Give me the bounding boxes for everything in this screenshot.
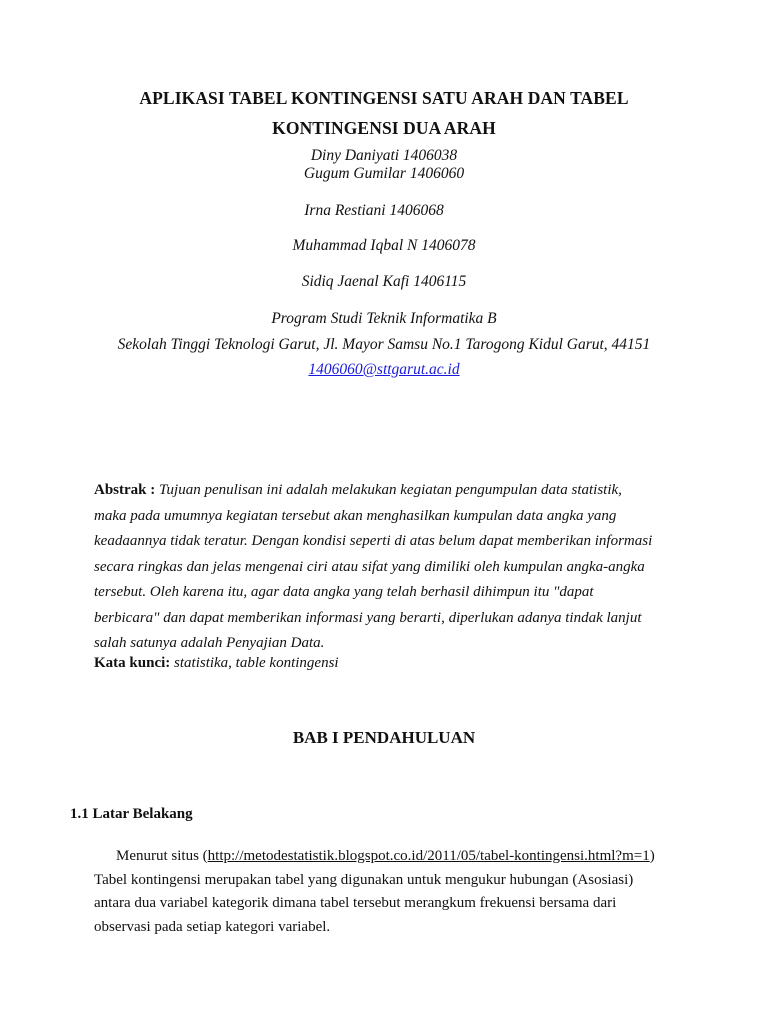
abstract-line: berbicara" dan dapat memberikan informasi yang berarti, diperlukan adanya tindak lanjut — [94, 609, 642, 626]
email-link[interactable]: 1406060@sttgarut.ac.id — [308, 361, 460, 378]
abstract-line: maka pada umumnya kegiatan tersebut akan menghasilkan kumpulan data angka yang — [94, 507, 617, 524]
author-3: Irna Restiani 1406068 — [304, 202, 444, 219]
para-close: ) — [649, 848, 655, 864]
abstract-label: Abstrak : — [94, 482, 156, 498]
abstract-line: Tujuan penulisan ini adalah melakukan kegiatan pengumpulan data statistik, — [159, 482, 622, 498]
body-line: antara dua variabel kategorik dimana tabel tersebut merangkum frekuensi bersama dari — [94, 895, 617, 911]
author-email[interactable] — [0, 361, 768, 379]
chapter-heading: BAB I PENDAHULUAN — [292, 728, 476, 747]
body-paragraph — [94, 845, 674, 939]
abstract-line: tersebut. Oleh karena itu, agar data angka yang telah berhasil dihimpun itu "dapat — [94, 584, 594, 600]
para-intro: Menurut situs ( — [116, 848, 208, 864]
section-heading: 1.1 Latar Belakang — [70, 806, 193, 822]
body-line: Tabel kontingensi merupakan tabel yang digunakan untuk mengukur hubungan (Asosiasi) — [94, 871, 634, 888]
abstract-block — [94, 478, 674, 657]
author-5: Sidiq Jaenal Kafi 1406115 — [301, 273, 467, 290]
author-1: Diny Daniyati 1406038 — [310, 147, 458, 164]
paper-title-line-1: APLIKASI TABEL KONTINGENSI SATU ARAH DAN TABEL — [139, 88, 629, 108]
abstract-line: keadaannya tidak teratur. Dengan kondisi seperti di atas belum dapat memberikan informasi — [94, 533, 653, 549]
abstract-line: salah satunya adalah Penyajian Data. — [94, 635, 325, 651]
keywords-line — [94, 655, 339, 672]
abstract-line: secara ringkas dan jelas mengenai ciri atau sifat yang dimiliki oleh kumpulan angka-angka — [94, 558, 645, 575]
source-url-link[interactable]: http://metodestatistik.blogspot.co.id/2011/05/tabel-kontingensi.html?m=1 — [207, 848, 650, 864]
institution-address: Sekolah Tinggi Teknologi Garut, Jl. Mayor Samsu No.1 Tarogong Kidul Garut, 44151 — [117, 336, 651, 353]
author-4: Muhammad Iqbal N 1406078 — [292, 237, 476, 254]
body-line: observasi pada setiap kategori variabel. — [94, 918, 331, 935]
keywords-label: Kata kunci: — [94, 655, 171, 671]
keywords-value: statistika, table kontingensi — [174, 655, 339, 671]
program-name: Program Studi Teknik Informatika B — [271, 310, 497, 327]
paper-title-line-2: KONTINGENSI DUA ARAH — [272, 118, 496, 138]
author-2: Gugum Gumilar 1406060 — [303, 165, 465, 182]
